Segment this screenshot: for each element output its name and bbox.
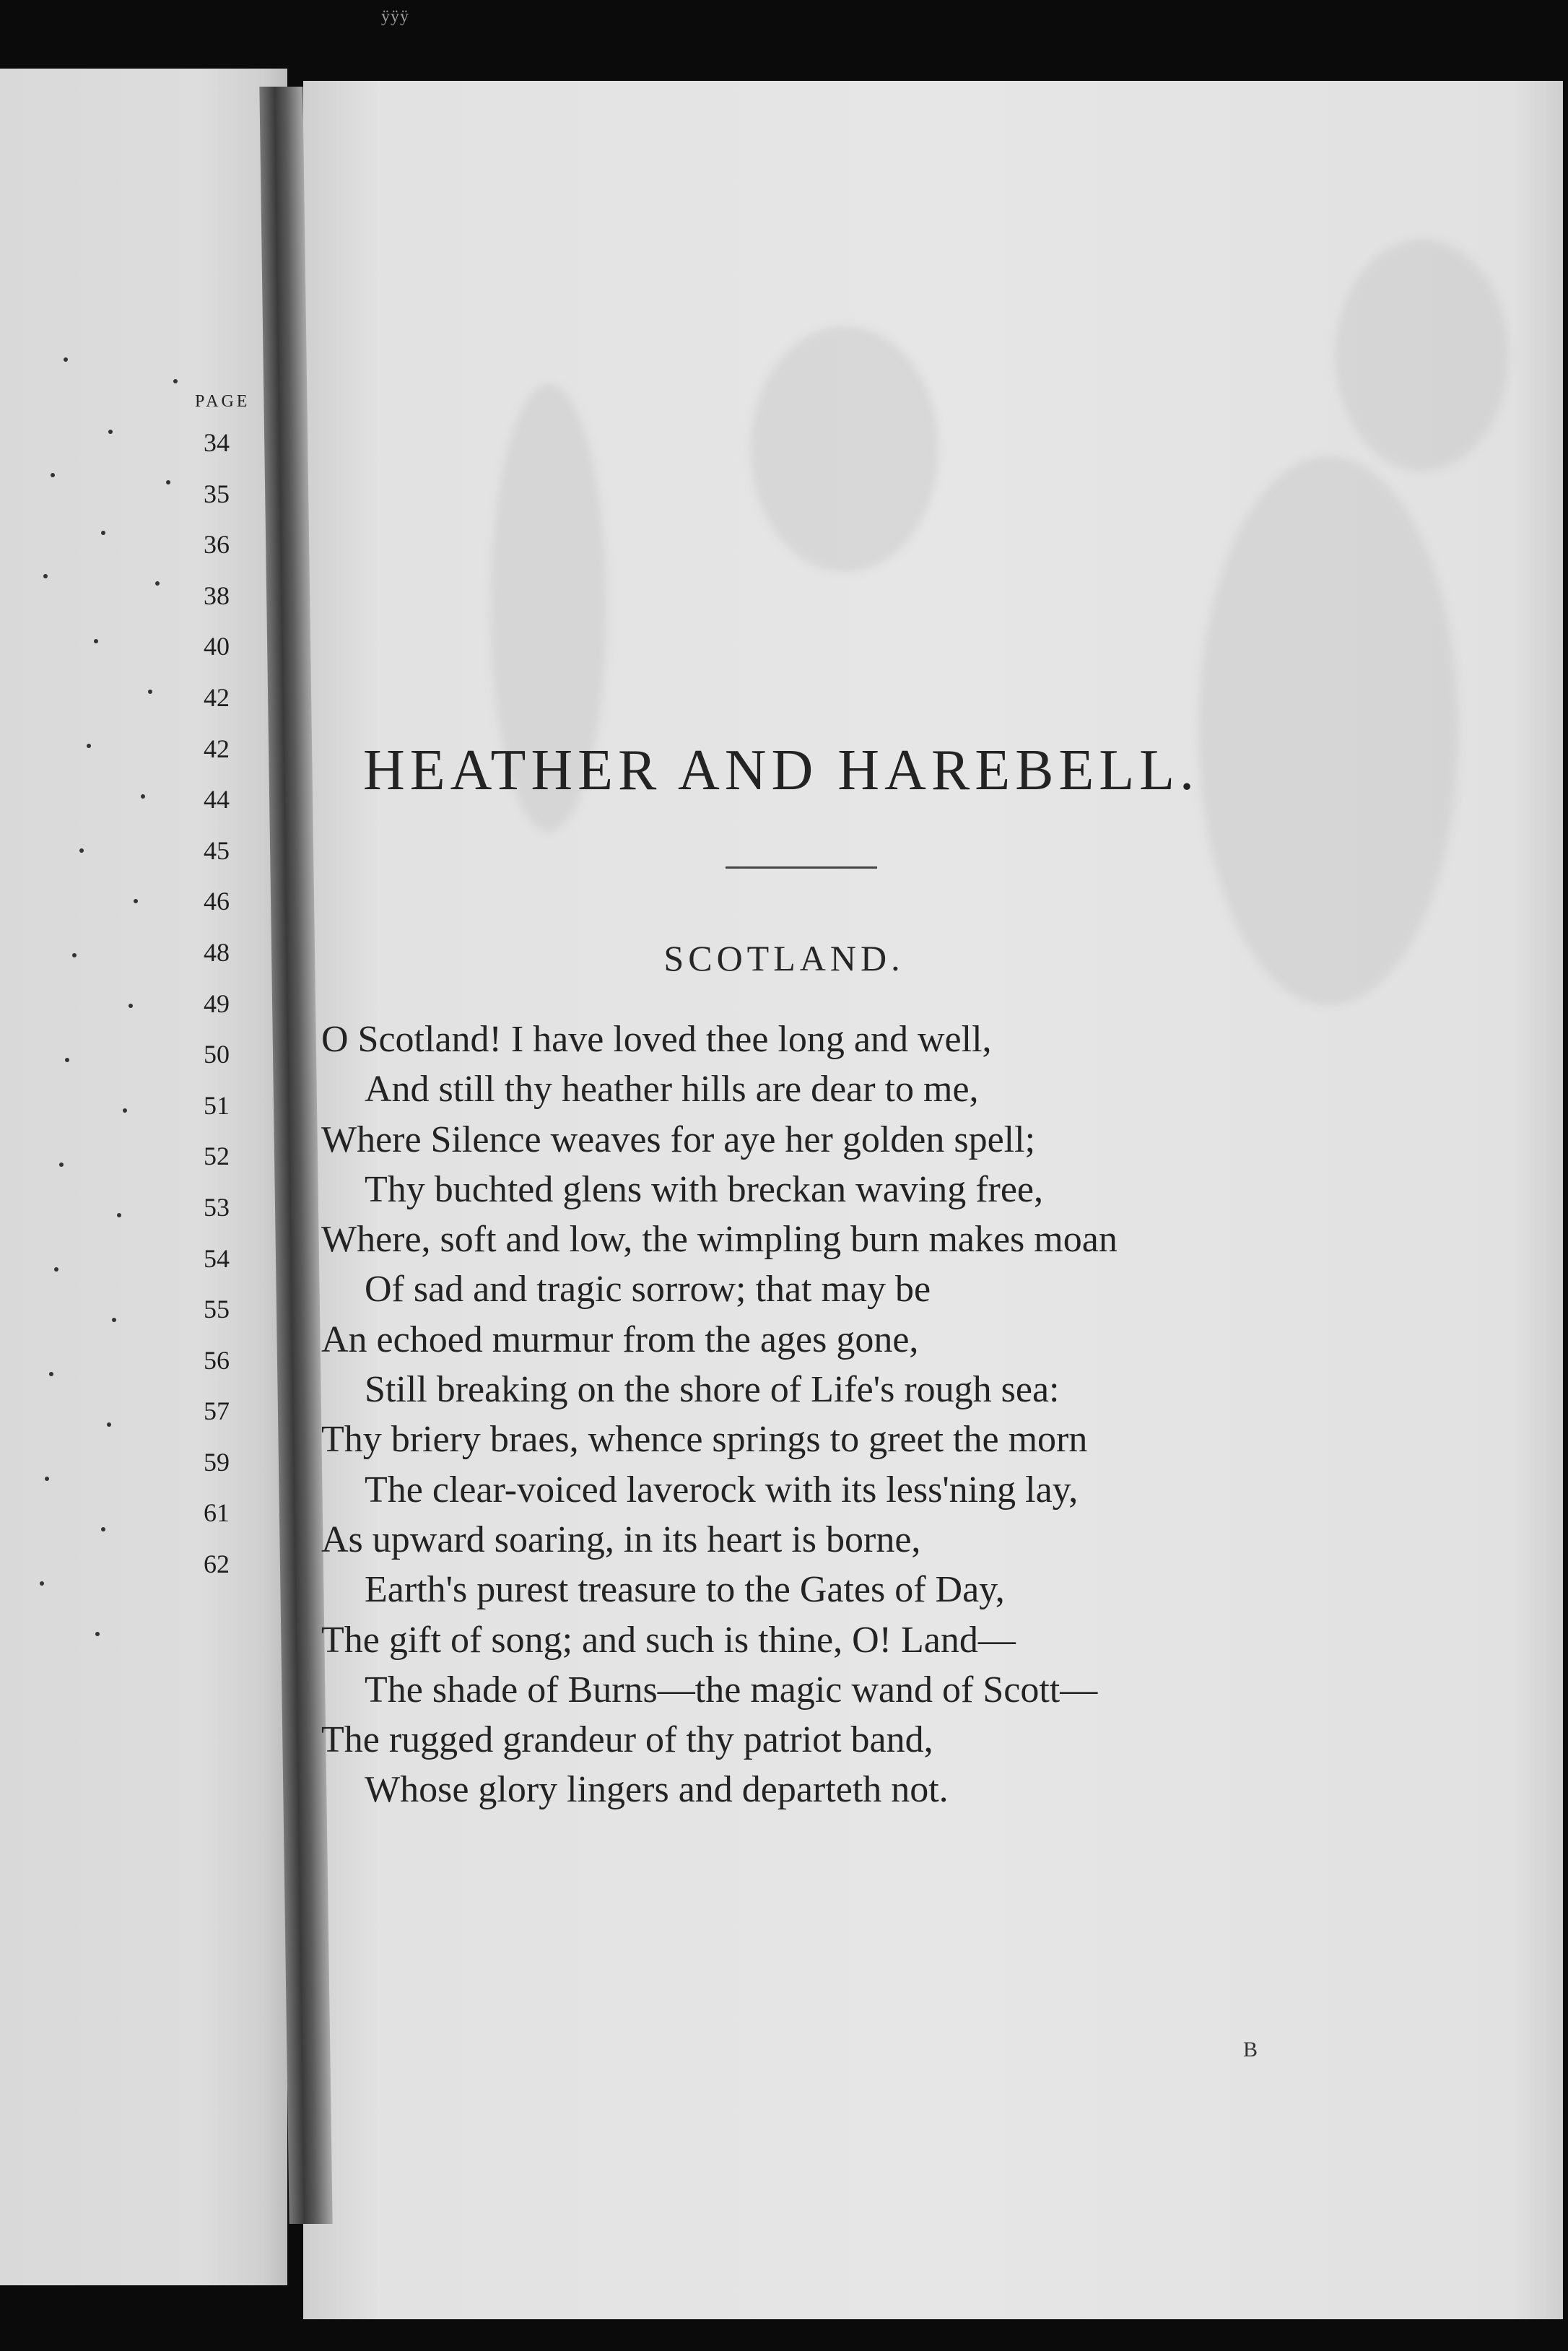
leader-dot bbox=[173, 379, 178, 383]
poem-body bbox=[321, 1014, 1118, 1815]
leader-dot bbox=[129, 1004, 133, 1008]
toc-page-number: 46 bbox=[204, 887, 230, 916]
toc-page-number: 61 bbox=[204, 1498, 230, 1528]
left-page bbox=[0, 69, 287, 2285]
poem-line: Thy buchted glens with breckan waving free, bbox=[365, 1168, 1044, 1210]
book-title: HEATHER AND HAREBELL. bbox=[362, 739, 1200, 802]
leader-dot bbox=[112, 1318, 116, 1322]
poem-line: Where, soft and low, the wimpling burn makes moan bbox=[321, 1219, 1118, 1261]
leader-dot bbox=[117, 1213, 121, 1217]
leader-dot bbox=[51, 473, 55, 477]
toc-page-number: 52 bbox=[204, 1142, 230, 1171]
poem-line: Earth's purest treasure to the Gates of Day, bbox=[365, 1569, 1005, 1611]
leader-dot bbox=[49, 1372, 53, 1376]
leader-dot bbox=[101, 531, 105, 535]
poem-line: Whose glory lingers and departeth not. bbox=[365, 1769, 949, 1811]
leader-dot bbox=[94, 639, 98, 643]
toc-page-number: 49 bbox=[204, 988, 230, 1018]
poem-line: As upward soaring, in its heart is borne, bbox=[321, 1518, 921, 1560]
poem-line: The clear-voiced laverock with its less'ning lay, bbox=[365, 1469, 1079, 1511]
toc-page-number: 42 bbox=[204, 682, 230, 712]
toc-page-number: 55 bbox=[204, 1295, 230, 1324]
leader-dot bbox=[40, 1581, 44, 1586]
water-stain bbox=[1198, 456, 1458, 1005]
leader-dot bbox=[148, 690, 152, 694]
poem-line: An echoed murmur from the ages gone, bbox=[321, 1318, 919, 1360]
poem-line: Thy briery braes, whence springs to greet the morn bbox=[321, 1419, 1088, 1461]
toc-page-number: 44 bbox=[204, 785, 230, 814]
toc-page-heading: PAGE bbox=[195, 392, 251, 411]
leader-dot bbox=[123, 1108, 127, 1113]
water-stain bbox=[1336, 240, 1509, 471]
leader-dot bbox=[43, 574, 48, 578]
poem-line: And still thy heather hills are dear to me, bbox=[365, 1069, 979, 1111]
leader-dot bbox=[54, 1267, 58, 1272]
poem-line: Of sad and tragic sorrow; that may be bbox=[365, 1269, 931, 1311]
toc-page-number: 45 bbox=[204, 835, 230, 865]
toc-page-number: 48 bbox=[204, 937, 230, 967]
signature-mark: B bbox=[1243, 2038, 1258, 2061]
leader-dot bbox=[45, 1477, 49, 1481]
leader-dot bbox=[166, 480, 170, 484]
toc-page-number: 50 bbox=[204, 1040, 230, 1069]
leader-dot bbox=[59, 1163, 64, 1167]
title-divider bbox=[726, 866, 877, 869]
leader-dot bbox=[95, 1632, 100, 1636]
toc-page-number: 42 bbox=[204, 734, 230, 763]
leader-dot bbox=[64, 357, 68, 362]
toc-page-number: 57 bbox=[204, 1396, 230, 1426]
poem-title: SCOTLAND. bbox=[663, 938, 905, 978]
toc-page-number: 59 bbox=[204, 1447, 230, 1477]
toc-page-number: 62 bbox=[204, 1550, 230, 1579]
leader-dot bbox=[134, 899, 138, 903]
toc-page-number: 35 bbox=[204, 479, 230, 508]
poem-line: The rugged grandeur of thy patriot band, bbox=[321, 1719, 933, 1761]
leader-dot bbox=[108, 430, 113, 434]
leader-dot bbox=[79, 848, 84, 853]
toc-page-number: 53 bbox=[204, 1192, 230, 1222]
leader-dot bbox=[155, 581, 160, 586]
poem-line: The shade of Burns—the magic wand of Scott— bbox=[365, 1669, 1098, 1711]
poem-line: O Scotland! I have loved thee long and well, bbox=[321, 1019, 992, 1060]
toc-page-number: 36 bbox=[204, 530, 230, 560]
toc-page-number: 40 bbox=[204, 632, 230, 661]
leader-dot bbox=[101, 1527, 105, 1531]
toc-page-number: 56 bbox=[204, 1345, 230, 1375]
toc-page-number: 34 bbox=[204, 428, 230, 457]
poem-line: The gift of song; and such is thine, O! Land— bbox=[321, 1619, 1016, 1661]
water-stain bbox=[751, 326, 938, 572]
poem-line: Where Silence weaves for aye her golden spell; bbox=[321, 1118, 1036, 1160]
toc-page-number: 38 bbox=[204, 581, 230, 610]
top-mark: ÿÿÿ bbox=[381, 7, 409, 26]
leader-dot bbox=[107, 1422, 111, 1427]
leader-dot bbox=[65, 1058, 69, 1062]
toc-page-number: 51 bbox=[204, 1090, 230, 1120]
toc-page-number: 54 bbox=[204, 1243, 230, 1273]
toc-page-numbers bbox=[157, 430, 230, 1602]
poem-line: Still breaking on the shore of Life's rough sea: bbox=[365, 1369, 1060, 1411]
